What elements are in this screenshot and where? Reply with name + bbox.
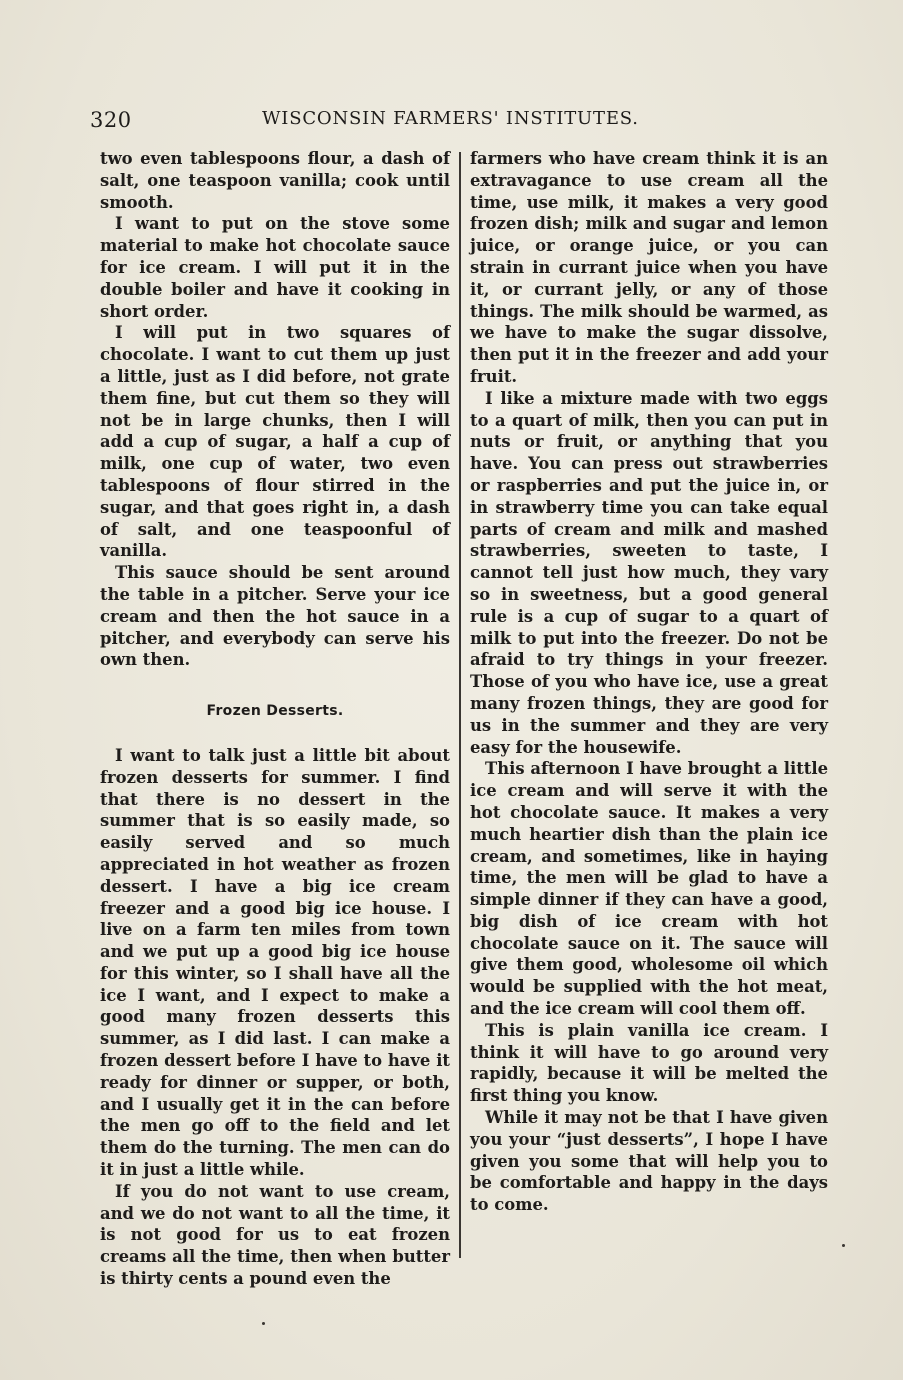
- section-heading: Frozen Desserts.: [206, 703, 344, 720]
- paragraph: I will put in two squares of chocolate. I want to cut them up just a little, just as I did before, not grate them fine, but cut them so they will not be in large chunks, then I will add a cup of sugar, a half a cup of milk, one cup of water, two even tablespoons of flour stirred in the sugar, and that goes right in, a dash of salt, and one teaspoonful of vanilla.: [100, 323, 450, 561]
- paragraph: two even tablespoons flour, a dash of salt, one teaspoon vanilla; cook until smooth.: [100, 149, 450, 212]
- paragraph: This afternoon I have brought a little ice cream and will serve it with the hot chocolate sauce. It makes a very much heartier dish than the plain ice cream, and sometimes, like in haying time, the men will be glad to have a simple dinner if they can have a good, big dish of ice cream with hot chocolate sauce on it. The sauce will give them good, wholesome oil which would be supplied with the hot meat, and the ice cream will cool them off.: [470, 759, 828, 1019]
- page-header: [90, 104, 650, 138]
- paragraph: I want to talk just a little bit about frozen desserts for summer. I find that there is no dessert in the summer that is so easily made, so easily served and so much appreciated in hot weather as frozen dessert. I have a big ice cream freezer and a good big ice house. I live on a farm ten miles from town and we put up a good big ice house for this winter, so I shall have all the ice I want, and I expect to make a good many frozen desserts this summer, as I did last. I can make a frozen dessert before I have to have it ready for dinner or supper, or both, and I usually get it in the can before the men go off to the field and let them do the turning. The men can do it in just a little while.: [100, 745, 450, 1180]
- paragraph: This sauce should be sent around the table in a pitcher. Serve your ice cream and then the hot sauce in a pitcher, and everybody can serve his own then.: [100, 563, 450, 670]
- paragraph: I like a mixture made with two eggs to a quart of milk, then you can put in nuts or fruit, or anything that you have. You can press out strawberries or raspberries and put the juice in, or in strawberry time you can take equal parts of cream and milk and mashed strawberries, sweeten to taste, I cannot tell just how much, they vary so in sweetness, but a good general rule is a cup of sugar to a quart of milk to put into the freezer. Do not be afraid to try things in your freezer. Those of you who have ice, use a great many frozen things, they are good for us in the summer and they are very easy for the housewife.: [470, 388, 828, 757]
- running-head: WISCONSIN FARMERS' INSTITUTES.: [262, 108, 639, 129]
- paragraph: farmers who have cream think it is an extravagance to use cream all the time, use milk, it makes a very good frozen dish; milk and sugar and lemon juice, or orange juice, or you can strain in currant juice when you have it, or currant jelly, or any of those things. The milk should be warmed, as we have to make the sugar dissolve, then put it in the freezer and add your fruit.: [470, 149, 828, 386]
- ink-speck: [262, 1322, 265, 1325]
- ink-speck: [842, 1244, 845, 1247]
- right-column: [470, 148, 828, 1216]
- paragraph: While it may not be that I have given you your “just desserts”, I hope I have given you some that will help you to be comfortable and happy in the days to come.: [470, 1108, 828, 1215]
- left-column: [100, 148, 450, 1290]
- paragraph: If you do not want to use cream, and we do not want to all the time, it is not good for us to eat frozen creams all the time, then when butter is thirty cents a pound even the: [100, 1181, 450, 1289]
- column-divider: [459, 152, 461, 1258]
- paragraph: I want to put on the stove some material to make hot chocolate sauce for ice cream. I will put it in the double boiler and have it cooking in short order.: [100, 214, 450, 321]
- page-number: 320: [90, 108, 132, 132]
- paragraph: This is plain vanilla ice cream. I think it will have to go around very rapidly, because it will be melted the first thing you know.: [470, 1020, 828, 1106]
